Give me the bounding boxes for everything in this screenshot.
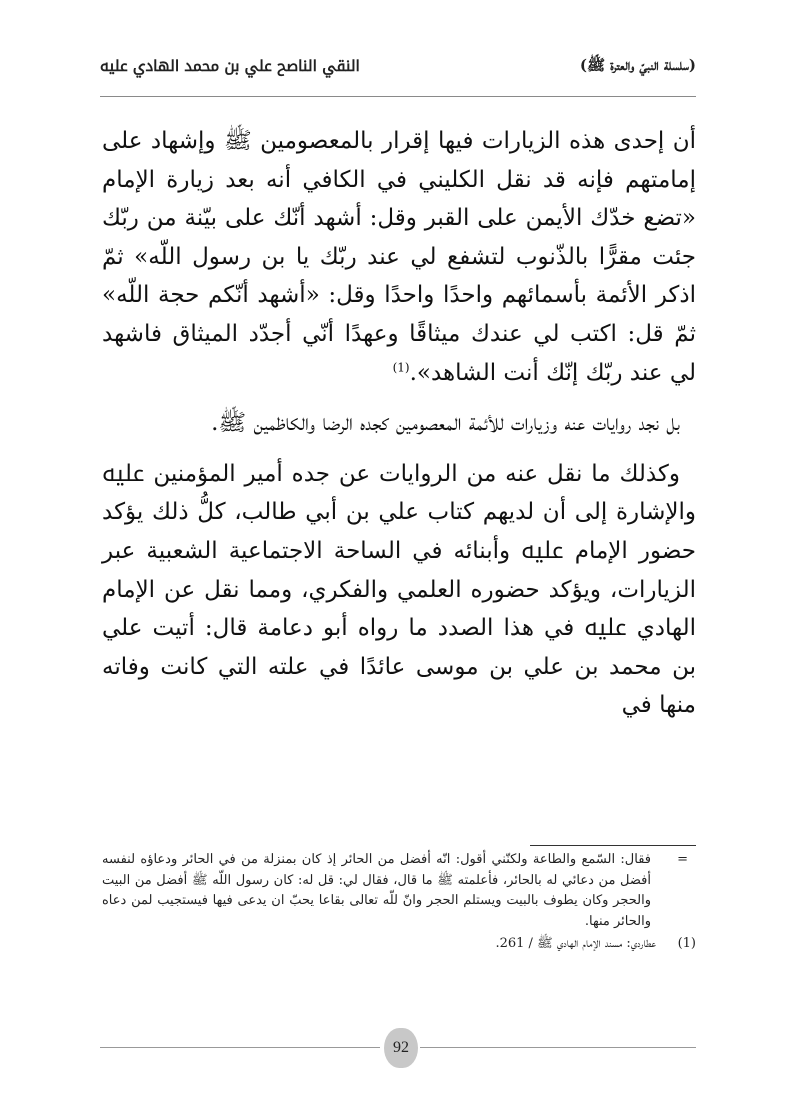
footnote-divider <box>530 845 696 846</box>
footer-rule-right <box>420 1047 696 1048</box>
paragraph-text: وكذلك ما نقل عنه من الروايات عن جده أمير المؤمنين ﷷ والإشارة إلى أن لديهم كتاب علي بن أبي طالب، كلُّ ذلك يؤكد حضور الإمام ﷷ وأبنائه في الساحة الاجتماعية الشعبية عبر الزيارات، ويؤكد حضوره العلمي والفكري، ومما نقل عن الإمام الهادي ﷷ في هذا الصدد ما رواه أبو دعامة قال: أتيت علي بن محمد بن علي بن موسى عائدًا في علته التي كانت وفاته منها في <box>102 460 696 719</box>
footnote-number: (1) <box>677 936 696 951</box>
paragraph <box>102 404 696 443</box>
main-text <box>102 122 696 737</box>
footnote-item <box>102 934 696 955</box>
page-number-badge <box>384 1028 418 1068</box>
paragraph-text: أن إحدى هذه الزيارات فيها إقرار بالمعصومين ﷺ وإشهاد على إمامتهم فإنه قد نقل الكليني في الكافي أنه بعد زيارة الإمام «تضع خدّك الأيمن على القبر وقل: أشهد أنّك على بيّنة من ربّك جئت مقرًّا بالذّنوب لتشفع لي عند ربّك يا بن رسول اللّه» ثمّ اذكر الأئمة بأسمائهم واحدًا واحدًا وقل: «أشهد أنّكم حجة اللّه» ثمّ قل: اكتب لي عندك ميثاقًا وعهدًا أنّي أجدّد الميثاق فاشهد لي عند ربّك إنّك أنت الشاهد». <box>102 128 697 386</box>
series-title: (سلسلة النبيّ والعترة ﷺ) <box>579 56 696 74</box>
footnotes <box>102 850 696 955</box>
footnote-reference[interactable]: (1) <box>392 359 410 374</box>
paragraph-text: بل نجد روايات عنه وزيارات للأئمة المعصومين كجده الرضا والكاظمين ﷺ. <box>211 410 680 437</box>
paragraph <box>102 122 696 392</box>
header-divider <box>100 96 696 97</box>
book-title: النقي الناصح علي بن محمد الهادي ﷷ <box>100 57 360 75</box>
page-number: 92 <box>393 1039 409 1056</box>
footnote-text: عطاردي: مسند الإمام الهادي ﷺ / 261. <box>495 936 656 951</box>
running-header <box>100 52 696 82</box>
paragraph <box>102 455 696 725</box>
footnote-text: فقال: السّمع والطاعة ولكنّني أقول: انّه أفضل من الحائر إذ كان بمنزلة من في الحائر ودعاؤه لنفسه أفضل من دعائي له بالحائر، فأعلمته ﷺ ما قال، فقال لي: قل له: كان رسول اللّه ﷺ أفضل من البيت والحجر وكان يطوف بالبيت ويستلم الحجر وانّ للّه تعالى بقاعا يحبّ ان يدعى فيها فيستجيب لمن دعاه والحائر منها. <box>102 852 651 929</box>
footer-rule-left <box>100 1047 380 1048</box>
footnote-continuation <box>102 850 696 932</box>
continuation-marker: = <box>677 852 688 867</box>
